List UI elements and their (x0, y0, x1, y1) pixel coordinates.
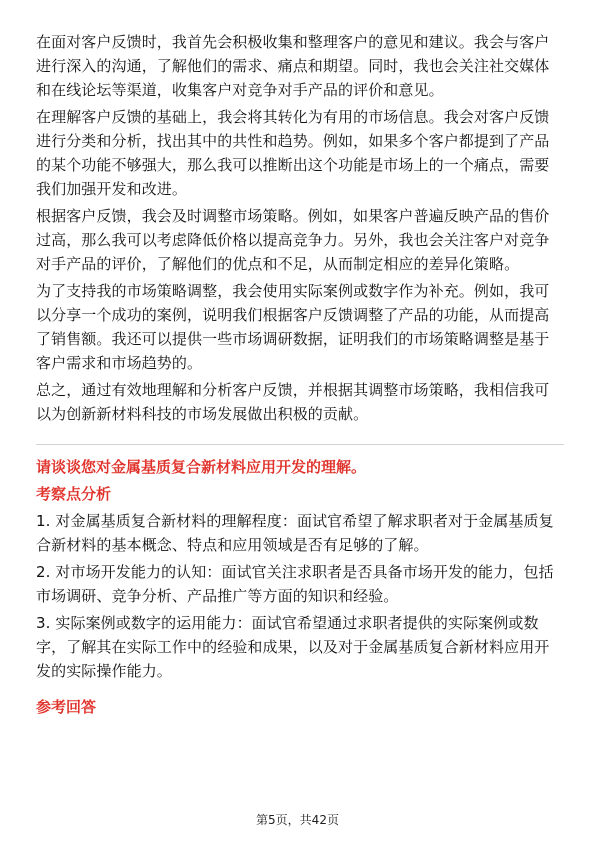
body-paragraph-3: 根据客户反馈，我会及时调整市场策略。例如，如果客户普遍反映产品的售价过高，那么我可以考虑降低价格以提高竞争力。另外，我也会关注客户对竞争对手产品的评价，了解他们的优点和不足，从而制定相应的差异化策略。 (36, 207, 550, 273)
analysis-point-1: 1. 对金属基质复合新材料的理解程度：面试官希望了解求职者对于金属基质复合新材料的基本概念、特点和应用领域是否有足够的了解。 (36, 512, 554, 554)
body-paragraph-2: 在理解客户反馈的基础上，我会将其转化为有用的市场信息。我会对客户反馈进行分类和分析，找出其中的共性和趋势。例如，如果多个客户都提到了产品的某个功能不够强大，那么我可以推断出这个功能是市场上的一个痛点，需要我们加强开发和改进。 (36, 108, 550, 198)
document-page (36, 30, 564, 719)
body-paragraph-4: 为了支持我的市场策略调整，我会使用实际案例或数字作为补充。例如，我可以分享一个成功的案例，说明我们根据客户反馈调整了产品的功能，从而提高了销售额。我还可以提供一些市场调研数据，证明我们的市场策略调整是基于客户需求和市场趋势的。 (36, 282, 550, 372)
analysis-point-3: 3. 实际案例或数字的运用能力：面试官希望通过求职者提供的实际案例或数字，了解其在实际工作中的经验和成果，以及对于金属基质复合新材料应用开发的实际操作能力。 (36, 614, 550, 680)
page-number-footer: 第5页，共42页 (256, 813, 339, 827)
body-paragraph-5: 总之，通过有效地理解和分析客户反馈，并根据其调整市场策略，我相信我可以为创新新材料科技的市场发展做出积极的贡献。 (36, 381, 550, 423)
analysis-point-2: 2. 对市场开发能力的认知：面试官关注求职者是否具备市场开发的能力，包括市场调研、竞争分析、产品推广等方面的知识和经验。 (36, 563, 554, 605)
interview-question: 请谈谈您对金属基质复合新材料应用开发的理解。 (36, 458, 367, 476)
analysis-title: 考察点分析 (36, 485, 112, 503)
section-divider (36, 444, 564, 445)
body-paragraph-1: 在面对客户反馈时，我首先会积极收集和整理客户的意见和建议。我会与客户进行深入的沟通，了解他们的需求、痛点和期望。同时，我也会关注社交媒体和在线论坛等渠道，收集客户对竞争对手产品的评价和意见。 (36, 33, 550, 99)
answer-title: 参考回答 (36, 698, 97, 716)
